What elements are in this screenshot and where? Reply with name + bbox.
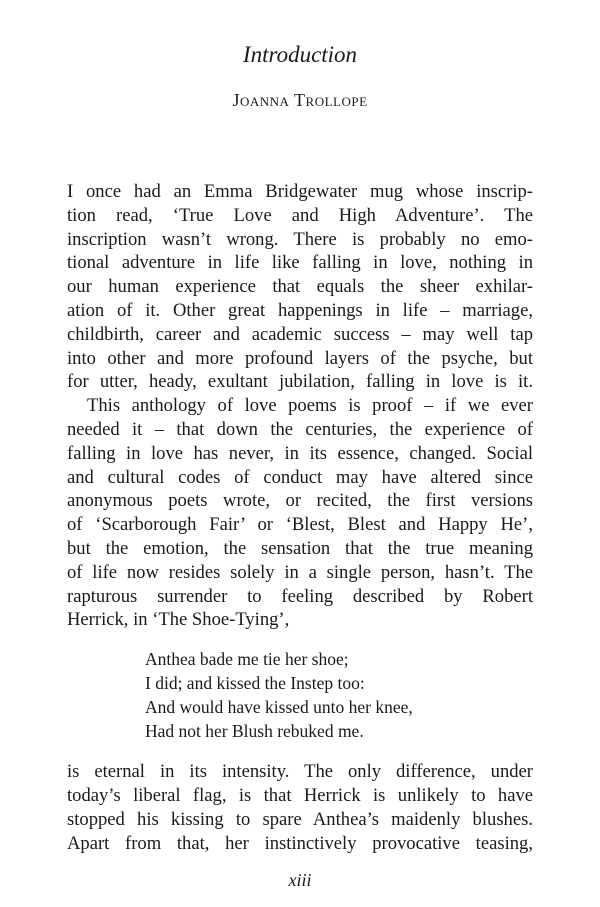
- verse-line: Anthea bade me tie her shoe;: [145, 649, 349, 670]
- paragraph-1: [67, 180, 533, 394]
- text-line: our human experience that equals the sheer exhilar-: [67, 276, 533, 298]
- text-line: for utter, heady, exultant jubilation, falling in love is it.: [67, 371, 533, 393]
- text-line: tion read, ‘True Love and High Adventure’. The: [67, 204, 533, 226]
- verse-line: Had not her Blush rebuked me.: [145, 720, 364, 741]
- verse-line: I did; and kissed the Instep too:: [145, 672, 365, 693]
- body-text: [67, 180, 533, 856]
- text-line: and cultural codes of conduct may have altered since: [67, 466, 533, 488]
- text-line: ation of it. Other great happenings in life – marriage,: [67, 299, 533, 321]
- text-line: Herrick, in ‘The Shoe-Tying’,: [67, 609, 290, 631]
- paragraph-2: [67, 394, 533, 632]
- author-name: Joanna Trollope: [232, 90, 368, 110]
- paragraph-3: [67, 760, 533, 855]
- text-line: falling in love has never, in its essence, changed. Social: [67, 442, 533, 464]
- text-line: rapturous surrender to feeling described by Robert: [67, 585, 533, 607]
- text-line: I once had an Emma Bridgewater mug whose inscrip-: [67, 181, 533, 202]
- verse-line: And would have kissed unto her knee,: [145, 696, 413, 717]
- text-line: This anthology of love poems is proof – if we ever: [87, 395, 533, 417]
- text-line: of life now resides solely in a single person, hasn’t. The: [67, 561, 533, 583]
- text-line: into other and more profound layers of the psyche, but: [67, 347, 533, 369]
- text-line: inscription wasn’t wrong. There is probably no emo-: [67, 228, 533, 250]
- verse-quotation: [145, 648, 533, 743]
- text-line: today’s liberal flag, is that Herrick is unlikely to have: [67, 785, 533, 807]
- chapter-title: Introduction: [242, 42, 358, 67]
- text-line: is eternal in its intensity. The only difference, under: [67, 761, 533, 783]
- text-line: stopped his kissing to spare Anthea’s maidenly blushes.: [67, 808, 533, 830]
- text-line: but the emotion, the sensation that the true meaning: [67, 537, 533, 559]
- text-line: of ‘Scarborough Fair’ or ‘Blest, Blest and Happy He’,: [67, 514, 533, 536]
- text-line: childbirth, career and academic success – may well tap: [67, 323, 533, 345]
- text-line: tional adventure in life like falling in love, nothing in: [67, 252, 533, 274]
- text-line: needed it – that down the centuries, the experience of: [67, 418, 533, 440]
- text-line: Apart from that, her instinctively provocative teasing,: [67, 832, 533, 854]
- text-line: anonymous poets wrote, or recited, the first versions: [67, 490, 533, 512]
- page-number: xiii: [288, 870, 312, 890]
